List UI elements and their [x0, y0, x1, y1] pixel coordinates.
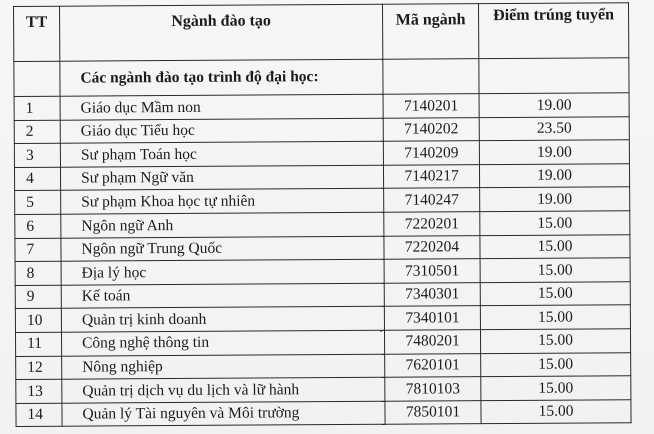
header-tt: TT [14, 6, 60, 61]
table-body [14, 58, 631, 427]
section-title: Các ngành đào tạo trình độ đại học: [60, 59, 383, 96]
table-row [16, 399, 631, 426]
row-major-name: Sư phạm Toán học [60, 141, 383, 167]
row-major-name: Giáo dục Tiểu học [60, 118, 383, 144]
row-major-code: 7140202 [383, 117, 479, 141]
row-major-name: Kế toán [61, 283, 384, 309]
row-major-code: 7140217 [383, 164, 479, 188]
row-admission-score: 15.00 [480, 211, 630, 236]
row-major-name: Quản trị dịch vụ du lịch và lữ hành [62, 377, 385, 403]
row-admission-score: 15.00 [480, 234, 630, 259]
row-admission-score: 19.00 [480, 187, 630, 212]
row-admission-score: 15.00 [481, 376, 631, 401]
row-major-code: 7140209 [383, 141, 479, 165]
row-major-name: Nông nghiệp [62, 354, 385, 380]
row-tt: 4 [14, 167, 60, 191]
row-major-name: Sư phạm Khoa học tự nhiên [61, 189, 384, 215]
row-admission-score: 15.00 [480, 258, 630, 283]
row-major-name: Quản trị kinh doanh [61, 307, 384, 333]
row-tt: 10 [15, 309, 61, 333]
row-admission-score: 19.00 [479, 164, 629, 189]
row-major-code: 7310501 [384, 259, 480, 283]
row-admission-score: 19.00 [479, 93, 629, 118]
row-major-code: 7340101 [384, 306, 480, 330]
row-admission-score: 15.00 [481, 352, 631, 377]
scan-speck [380, 330, 382, 332]
row-major-name: Ngôn ngữ Trung Quốc [61, 236, 384, 262]
header-major-code: Mã ngành [382, 4, 478, 60]
admission-scores-table [13, 2, 632, 427]
row-major-name: Quản lý Tài nguyên và Môi trường [62, 401, 385, 427]
section-tt-cell [14, 61, 60, 96]
row-major-code: 7620101 [385, 353, 481, 377]
row-tt: 12 [16, 356, 62, 380]
section-score-cell [479, 58, 629, 94]
row-major-code: 7220201 [384, 212, 480, 236]
row-major-code: 7850101 [385, 400, 481, 424]
row-admission-score: 15.00 [480, 305, 630, 330]
row-tt: 3 [14, 143, 60, 167]
row-tt: 7 [15, 238, 61, 262]
row-admission-score: 15.00 [481, 399, 631, 424]
row-major-code: 7220204 [384, 235, 480, 259]
section-code-cell [383, 59, 479, 95]
row-major-name: Ngôn ngữ Anh [61, 212, 384, 238]
row-tt: 6 [15, 214, 61, 238]
row-tt: 14 [16, 403, 62, 427]
row-major-code: 7340301 [384, 282, 480, 306]
header-major: Ngành đào tạo [60, 4, 383, 61]
row-major-name: Sư phạm Ngữ văn [60, 165, 383, 191]
row-admission-score: 15.00 [480, 281, 630, 306]
row-tt: 11 [15, 332, 61, 356]
row-major-code: 7140247 [384, 188, 480, 212]
row-admission-score: 19.00 [479, 140, 629, 165]
row-tt: 5 [15, 191, 61, 215]
header-admission-score: Điểm trúng tuyển [478, 3, 628, 59]
row-tt: 1 [14, 96, 60, 120]
row-major-code: 7140201 [383, 94, 479, 118]
row-admission-score: 15.00 [480, 329, 630, 354]
section-row [14, 58, 629, 97]
row-admission-score: 23.50 [479, 116, 629, 141]
row-tt: 2 [14, 120, 60, 144]
row-major-name: Công nghệ thông tin [61, 330, 384, 356]
row-major-name: Địa lý học [61, 259, 384, 285]
row-tt: 13 [16, 379, 62, 403]
row-major-code: 7480201 [384, 330, 480, 354]
row-tt: 8 [15, 261, 61, 285]
row-tt: 9 [15, 285, 61, 309]
row-major-code: 7810103 [385, 377, 481, 401]
row-major-name: Giáo dục Mầm non [60, 94, 383, 120]
table-header-row [14, 3, 629, 62]
